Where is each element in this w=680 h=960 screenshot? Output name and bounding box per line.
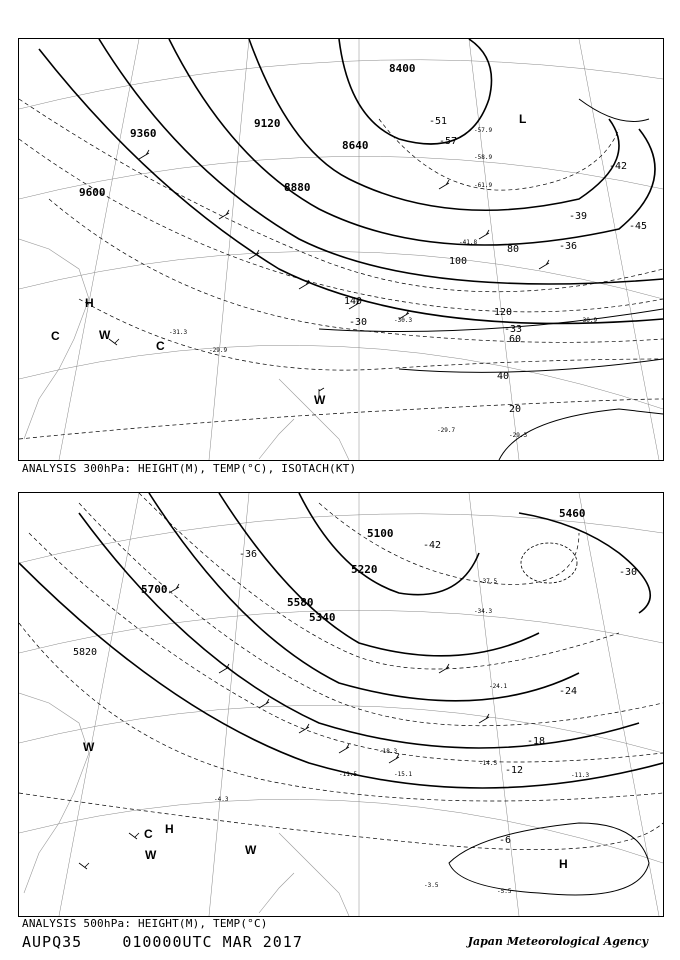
- temp-label: -12: [505, 765, 524, 776]
- height-label-5220: 5220: [351, 563, 378, 576]
- temp-label: -36: [239, 549, 258, 560]
- isotherms: [19, 493, 663, 850]
- obs-value: -41.8: [459, 239, 478, 246]
- height-label-8880: 8880: [284, 181, 311, 194]
- obs-value: -58.9: [474, 154, 493, 161]
- low-pressure-symbol: L: [519, 112, 527, 126]
- temp-label: -33: [504, 324, 523, 335]
- height-label-5340: 5340: [309, 611, 336, 624]
- height-label-5820: 5820: [73, 647, 98, 658]
- height-label-9120: 9120: [254, 117, 281, 130]
- isotach-label-80: 80: [507, 244, 520, 255]
- graticule: [19, 493, 663, 916]
- obs-value: -34.3: [474, 608, 493, 615]
- height-label-8640: 8640: [342, 139, 369, 152]
- isotach-label-100: 100: [449, 256, 468, 267]
- temp-label: -18: [527, 736, 546, 747]
- height-contours: [19, 493, 663, 788]
- height-label-5580: 5580: [287, 596, 314, 609]
- chart-300hpa-map: [19, 39, 663, 460]
- warm-symbol: W: [245, 843, 257, 857]
- height-label-5100: 5100: [367, 527, 394, 540]
- product-code: AUPQ35: [22, 933, 83, 951]
- cold-low-contour: [521, 543, 577, 583]
- valid-time: 010000UTC MAR 2017: [122, 933, 303, 951]
- obs-value: -11.3: [571, 772, 590, 779]
- isotach-label-20: 20: [509, 404, 522, 415]
- temp-label: -36: [559, 241, 578, 252]
- height-label-8400: 8400: [389, 62, 416, 75]
- obs-value: -11.5: [339, 771, 358, 778]
- high-closed-contour: [449, 823, 649, 895]
- wind-barbs: [79, 584, 489, 869]
- obs-value: -61.9: [474, 182, 493, 189]
- coastline: [19, 239, 349, 460]
- obs-value: -31.3: [169, 329, 188, 336]
- temp-label: -30: [349, 317, 368, 328]
- temp-label: -42: [423, 540, 442, 551]
- isotach-label-40: 40: [497, 371, 510, 382]
- obs-value: -30.3: [394, 317, 413, 324]
- chart-300hpa-caption: ANALYSIS 300hPa: HEIGHT(M), TEMP(°C), ISOTACH(KT): [22, 462, 357, 475]
- warm-symbol: W: [83, 740, 95, 754]
- obs-value: -29.9: [209, 347, 228, 354]
- height-label-5700: 5700: [141, 583, 168, 596]
- obs-value: -3.5: [424, 882, 439, 889]
- isotach-label-120: 120: [494, 307, 513, 318]
- isotach-label-60: 60: [509, 334, 522, 345]
- obs-value: -29.7: [437, 427, 456, 434]
- chart-500hpa-caption: ANALYSIS 500hPa: HEIGHT(M), TEMP(°C): [22, 917, 268, 930]
- obs-value: -4.3: [214, 796, 229, 803]
- cold-symbol: C: [144, 827, 153, 841]
- cold-symbol: C: [51, 329, 60, 343]
- temp-label: -42: [609, 161, 628, 172]
- warm-symbol: W: [314, 393, 326, 407]
- obs-value: -37.5: [479, 578, 498, 585]
- height-label-9600: 9600: [79, 186, 106, 199]
- obs-value: -15.1: [394, 771, 413, 778]
- cold-symbol: C: [156, 339, 165, 353]
- height-label-5460: 5460: [559, 507, 586, 520]
- high-pressure-symbol: H: [165, 822, 174, 836]
- obs-value: -5.5: [497, 888, 512, 895]
- obs-value: -30.9: [579, 317, 598, 324]
- temp-label: -24: [559, 686, 578, 697]
- warm-symbol: W: [145, 848, 157, 862]
- temp-label: -39: [569, 211, 588, 222]
- isotach-label-140: 140: [344, 296, 363, 307]
- obs-value: -24.1: [489, 683, 508, 690]
- high-pressure-symbol: H: [559, 857, 568, 871]
- obs-value: -14.5: [479, 760, 498, 767]
- footer-product-line: [22, 933, 303, 951]
- obs-value: -18.3: [379, 748, 398, 755]
- temp-label: -51: [429, 116, 448, 127]
- temp-label: -30: [619, 567, 638, 578]
- warm-symbol: W: [99, 328, 111, 342]
- temp-label: -45: [629, 221, 648, 232]
- obs-value: -29.3: [509, 432, 528, 439]
- agency-name: Japan Meteorological Agency: [467, 935, 648, 948]
- chart-500hpa-map: [19, 493, 663, 916]
- isotherms: [19, 99, 663, 439]
- temp-label: -6: [499, 835, 512, 846]
- obs-value: -57.9: [474, 127, 493, 134]
- height-label-9360: 9360: [130, 127, 157, 140]
- height-contours: [39, 39, 663, 323]
- high-pressure-symbol: H: [85, 296, 94, 310]
- chart-500hpa: [18, 492, 664, 917]
- chart-300hpa: [18, 38, 664, 461]
- temp-label: -57: [439, 136, 458, 147]
